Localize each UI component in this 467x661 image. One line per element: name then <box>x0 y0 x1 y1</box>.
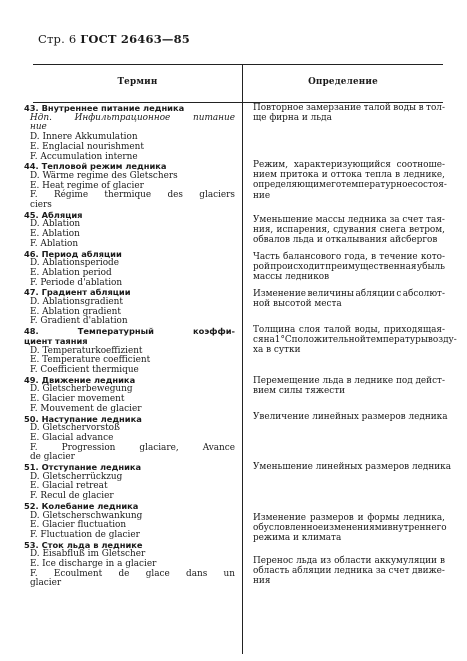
definition-line: обусловленное изменениями внутреннего <box>253 523 447 534</box>
definition-line: ся на 1°C положительной температуры возду- <box>253 335 457 346</box>
definition-block <box>253 462 451 472</box>
term-line: 44. Тепловой режим ледника <box>24 161 167 172</box>
term-line: D. Innere Akkumulation <box>30 132 138 143</box>
definition-line: Уменьшение массы ледника за счет тая- <box>253 215 445 225</box>
definition-block <box>253 252 445 283</box>
page-header <box>38 32 190 46</box>
term-line: D. Gletschervorstoß <box>30 423 120 434</box>
term-line: 45. Абляция <box>24 209 83 220</box>
term-line: 43. Внутреннее питание ледника <box>24 103 185 113</box>
term-line: E. Englacial nourishment <box>30 141 144 152</box>
column-header-definition: Определение <box>308 77 378 87</box>
definition-line: ния, испарения, сдувания снега ветром, <box>253 225 445 236</box>
terms-column <box>24 104 235 589</box>
term-line: циент таяния <box>24 335 88 346</box>
definition-line: Перенос льда из области аккумуляции в <box>253 556 445 566</box>
term-line: F. Fluctuation de glacier <box>30 529 140 540</box>
definition-line: Часть балансового года, в течение кото- <box>253 252 445 262</box>
term-line: 50. Наступание ледника <box>24 413 142 424</box>
term-line: ciers <box>30 200 52 211</box>
definition-line: ние <box>253 190 271 201</box>
term-line: F. Progression glaciare, Avance <box>30 442 235 453</box>
term-line: D. Gletscherschwankung <box>30 510 143 521</box>
term-line: 52. Колебание ледника <box>24 500 139 511</box>
term-line: D. Gletscherbewegung <box>30 384 133 395</box>
table-top-rule <box>33 64 443 65</box>
definition-line: ной высотой места <box>253 299 342 310</box>
term-line: F. Ecoulment de glace dans un <box>30 568 235 579</box>
term-line: E. Temperature coefficient <box>30 355 151 366</box>
term-line: E. Heat regime of glacier <box>30 180 144 191</box>
definition-line: нием притока и оттока тепла в леднике, <box>253 170 445 181</box>
term-line: 53. Сток льда в леднике <box>24 539 143 550</box>
definition-line: вием силы тяжести <box>253 386 346 397</box>
term-line: F. Mouvement de glacier <box>30 403 142 414</box>
term-line: E. Glacial advance <box>30 432 114 443</box>
term-line: F. Régime thermique des glaciers <box>30 190 235 201</box>
term-line: 51. Отступание ледника <box>24 462 142 473</box>
definition-line: обвалов льда и откалывания айсбергов <box>253 235 438 246</box>
definition-line: Уменьшение линейных размеров ледника <box>253 462 451 472</box>
term-line: F. Coefficient thermique <box>30 364 139 375</box>
term-line: Ндп. Инфильтрационное питание <box>30 112 235 123</box>
term-line: 49. Движение ледника <box>24 374 136 385</box>
definition-block <box>253 412 448 422</box>
definition-block <box>253 513 445 544</box>
definition-line: ния <box>253 576 271 587</box>
term-line: D. Ablationsgradient <box>30 297 123 308</box>
term-line: E. Glacier movement <box>30 394 125 405</box>
term-line: 46. Период абляции <box>24 248 122 259</box>
term-line: F. Gradient d'ablation <box>30 316 128 327</box>
definition-line: массы ледников <box>253 272 330 283</box>
definition-line: рой происходит преимущественная убыль <box>253 262 445 273</box>
term-line: E. Ablation <box>30 229 80 240</box>
term-line: E. Glacier fluctuation <box>30 520 127 531</box>
term-line: F. Recul de glacier <box>30 491 114 502</box>
term-line: E. Ice discharge in a glacier <box>30 559 157 570</box>
definition-line: определяющим его температурное состоя- <box>253 180 447 191</box>
term-line: 48. Температурный коэффи- <box>24 326 235 337</box>
definition-block <box>253 376 445 396</box>
term-line: D. Temperaturkoeffizient <box>30 345 143 356</box>
definition-line: Изменение размеров и формы ледника, <box>253 513 445 523</box>
definition-line: Режим, характеризующийся соотноше- <box>253 160 445 170</box>
term-line: D. Eisabfluß im Gletscher <box>30 549 146 560</box>
term-line: D. Ablation <box>30 219 81 230</box>
definition-block <box>253 103 445 123</box>
definition-line: Изменение величины абляции с абсолют- <box>253 289 445 299</box>
table-column-divider <box>242 64 243 654</box>
term-line: ние <box>30 122 47 133</box>
term-line: E. Ablation gradient <box>30 306 121 317</box>
term-line: D. Ablationsperiode <box>30 258 119 269</box>
definition-block <box>253 556 445 587</box>
term-line: E. Ablation period <box>30 267 112 278</box>
definition-line: режима и климата <box>253 533 342 544</box>
definition-line: Перемещение льда в леднике под дейст- <box>253 376 445 386</box>
term-line: F. Accumulation interne <box>30 151 138 162</box>
definition-line: ха в сутки <box>253 345 301 356</box>
column-header-term: Термин <box>117 77 158 87</box>
definition-line: Увеличение линейных размеров ледника <box>253 412 448 422</box>
term-line: glacier <box>30 578 62 589</box>
definition-line: Толщина слоя талой воды, приходящая- <box>253 325 445 335</box>
standard-number: ГОСТ 26463—85 <box>80 32 191 46</box>
definition-block <box>253 289 445 309</box>
page-number: Стр. 6 <box>38 32 77 46</box>
definition-line: Повторное замерзание талой воды в тол- <box>253 103 445 113</box>
definition-block <box>253 325 457 356</box>
term-line: 47. Градиент абляции <box>24 287 131 298</box>
term-line: de glacier <box>30 452 75 463</box>
definition-block <box>253 160 445 201</box>
definition-block <box>253 215 445 246</box>
term-line: D. Wärme regime des Gletschers <box>30 170 178 181</box>
definition-line: ще фирна и льда <box>253 113 332 124</box>
definition-line: область абляции ледника за счет движе- <box>253 566 445 577</box>
term-line: F. Ablation <box>30 238 79 249</box>
term-line: E. Glacial retreat <box>30 481 108 492</box>
term-line: F. Periode d'ablation <box>30 277 123 288</box>
term-line: D. Gletscherrückzug <box>30 471 123 482</box>
